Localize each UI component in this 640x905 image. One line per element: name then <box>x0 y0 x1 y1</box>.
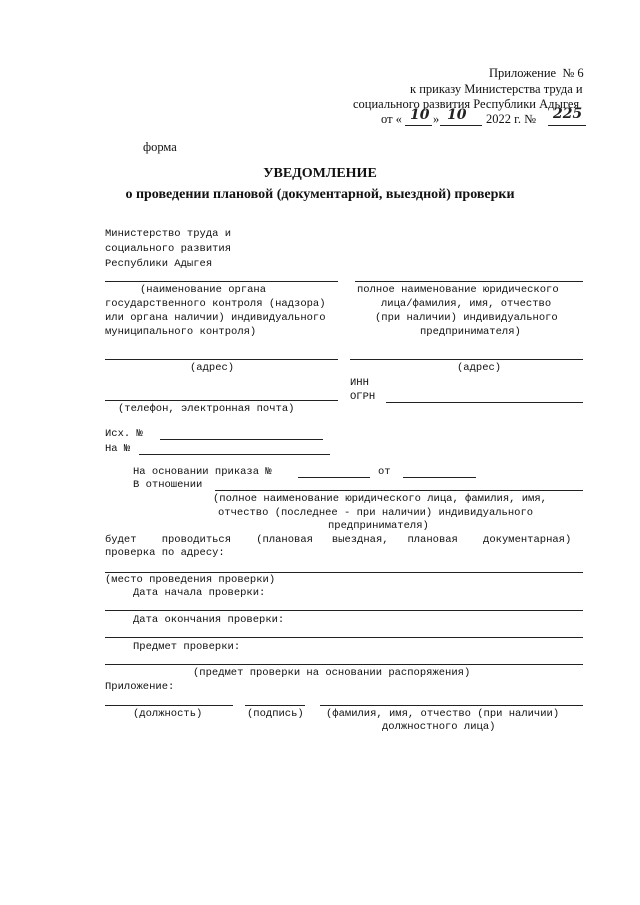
left-caption-1: (наименование органа <box>140 284 267 296</box>
outgoing-label: Исх. № <box>105 428 143 440</box>
inspection-address-label: проверка по адресу: <box>105 547 225 559</box>
order-prefix: На основании приказа № <box>133 466 272 478</box>
date-mid: » <box>433 112 440 126</box>
regarding-caption-3: предпринимателя) <box>328 520 429 532</box>
on-number-label: На № <box>105 443 131 455</box>
right-caption-3: (при наличии) индивидуального <box>375 312 558 324</box>
ministry-line-3: Республики Адыгея <box>105 258 213 270</box>
start-date-label: Дата начала проверки: <box>133 587 266 599</box>
attachment-label: Приложение: <box>105 681 175 693</box>
date-year: 2022 г. № <box>486 112 537 126</box>
date-month: 10 <box>447 107 467 123</box>
date-number: 225 <box>553 106 583 122</box>
order-from: от <box>378 466 391 478</box>
right-caption-1: полное наименование юридического <box>357 284 559 296</box>
document-subtitle: о проведении плановой (документарной, выездной) проверки <box>125 187 515 202</box>
address-right-caption: (адрес) <box>457 362 502 374</box>
signature-caption: (подпись) <box>247 708 304 720</box>
ministry-line-2: социального развития <box>105 243 232 255</box>
right-caption-2: лица/фамилия, имя, отчество <box>381 298 552 310</box>
subject-caption: (предмет проверки на основании распоряжения) <box>193 667 471 679</box>
will-be-conducted: будет проводиться (плановая выездная, плановая документарная) <box>105 534 572 546</box>
address-left-caption: (адрес) <box>190 362 235 374</box>
end-date-label: Дата окончания проверки: <box>133 614 285 626</box>
inn-label: ИНН <box>350 377 369 389</box>
left-caption-4: муниципального контроля) <box>105 326 257 338</box>
header-line-3: социального развития Республики Адыгея <box>353 97 580 111</box>
date-prefix: от « <box>381 112 402 126</box>
left-caption-2: государственного контроля (надзора) <box>105 298 326 310</box>
header-line-2: к приказу Министерства труда и <box>410 82 583 96</box>
ministry-line-1: Министерство труда и <box>105 228 232 240</box>
ogrn-label: ОГРН <box>350 391 376 403</box>
regarding-label: В отношении <box>133 479 203 491</box>
subject-label: Предмет проверки: <box>133 641 241 653</box>
position-caption: (должность) <box>133 708 203 720</box>
right-caption-4: предпринимателя) <box>420 326 521 338</box>
name-caption: (фамилия, имя, отчество (при наличии) <box>326 708 560 720</box>
name-caption-2: должностного лица) <box>382 721 496 733</box>
place-caption: (место проведения проверки) <box>105 574 276 586</box>
regarding-caption-1: (полное наименование юридического лица, фамилия, имя, <box>213 493 547 505</box>
phone-caption: (телефон, электронная почта) <box>118 403 295 415</box>
header-line-1: Приложение № 6 <box>489 66 584 80</box>
date-day: 10 <box>410 107 430 123</box>
left-caption-3: или органа наличии) индивидуального <box>105 312 326 324</box>
regarding-caption-2: отчество (последнее - при наличии) индивидуального <box>218 507 534 519</box>
document-title: УВЕДОМЛЕНИЕ <box>263 166 377 181</box>
forma-label: форма <box>143 140 177 154</box>
